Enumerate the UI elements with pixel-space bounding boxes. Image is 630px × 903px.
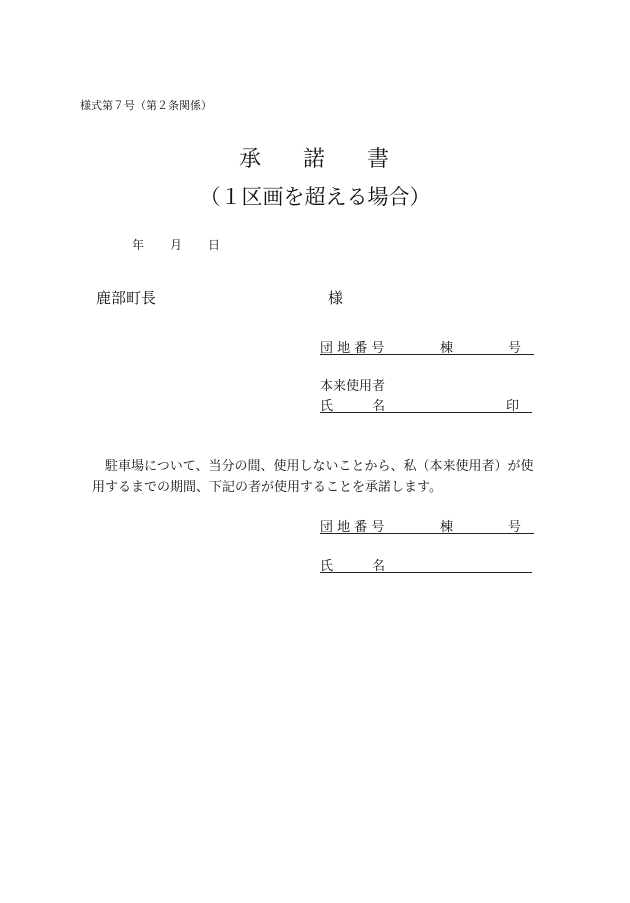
user-danchi-label: 団 地 番 号 xyxy=(320,520,385,535)
body-text xyxy=(92,456,552,498)
addressee: 鹿部町長 xyxy=(96,289,157,307)
approver-danchi-label: 団 地 番 号 xyxy=(320,341,385,356)
document-subtitle: （１区画を超える場合） xyxy=(199,185,431,209)
body-line-2: 用するまでの期間、下記の者が使用することを承諾します。 xyxy=(92,480,442,495)
date-day: 日 xyxy=(208,238,221,252)
date-month: 月 xyxy=(170,238,183,252)
user-name-label-1: 氏 xyxy=(320,559,334,574)
user-room-label: 号 xyxy=(508,520,522,535)
body-line-1: 駐車場について、当分の間、使用しないことから、私（本来使用者）が使 xyxy=(105,459,534,474)
honorific: 様 xyxy=(328,289,344,307)
user-name-line xyxy=(320,555,532,573)
form-number: 様式第７号（第２条関係） xyxy=(80,99,212,112)
user-building-label: 棟 xyxy=(440,520,454,535)
user-unit-line xyxy=(320,516,534,534)
date-line xyxy=(132,236,220,253)
document-title xyxy=(0,142,630,173)
approver-name-line xyxy=(320,395,532,413)
title-char-1: 承 xyxy=(238,147,263,172)
approver-room-label: 号 xyxy=(508,341,522,356)
date-year: 年 xyxy=(132,238,145,252)
approver-building-label: 棟 xyxy=(440,341,454,356)
title-char-2: 諾 xyxy=(302,147,327,172)
approver-unit-line xyxy=(320,337,534,355)
user-name-label-2: 名 xyxy=(372,559,386,574)
approver-name-label-2: 名 xyxy=(372,399,386,414)
title-char-3: 書 xyxy=(367,147,392,172)
original-user-label: 本来使用者 xyxy=(320,379,386,394)
approver-name-label-1: 氏 xyxy=(320,399,334,414)
seal-mark: 印 xyxy=(506,399,520,414)
